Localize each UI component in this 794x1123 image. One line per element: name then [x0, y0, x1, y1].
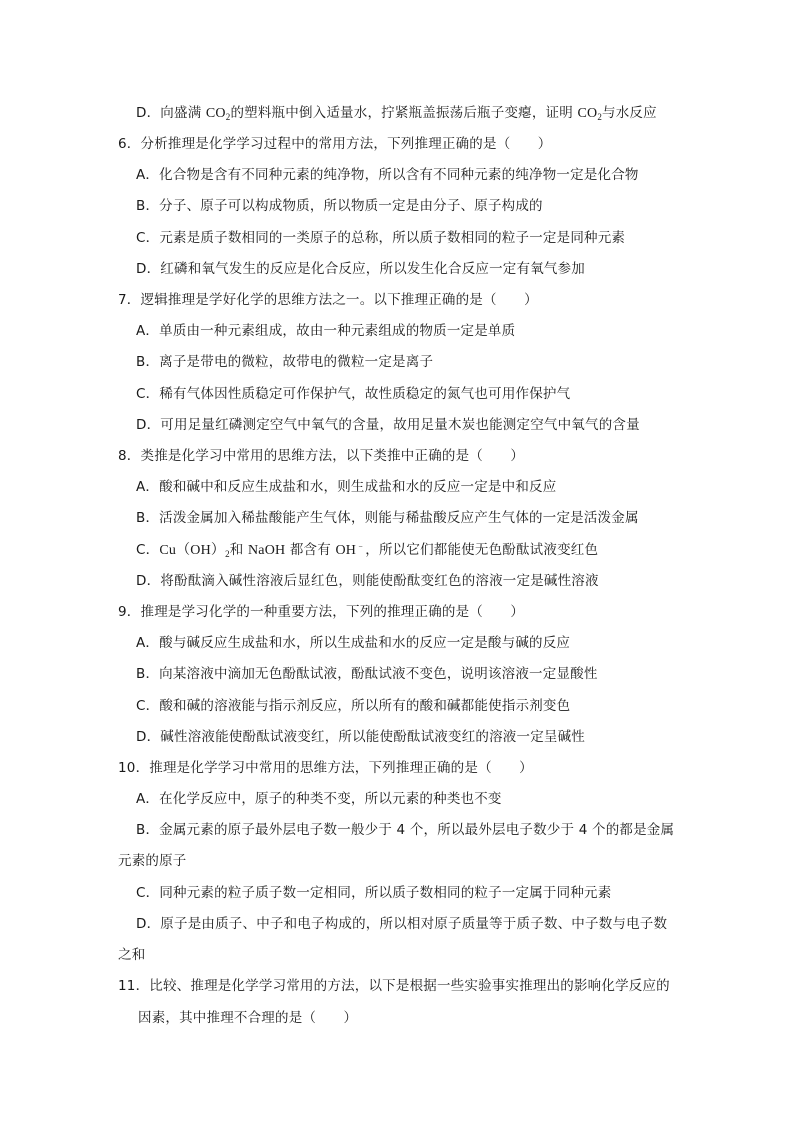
copper-hydroxide-base: Cu（OH）: [159, 543, 226, 558]
co2-formula: [206, 106, 231, 121]
copper-hydroxide-formula: [159, 543, 229, 558]
q8-stem: 8．类推是化学习中常用的思维方法，以下类推中正确的是（ ）: [118, 448, 525, 464]
co2-base: CO: [205, 106, 226, 121]
q7-option-d: D．可用足量红磷测定空气中氧气的含量，故用足量木炭也能测定空气中氧气的含量: [136, 417, 640, 433]
q10-option-a: A．在化学反应中，原子的种类不变，所以元素的种类也不变: [136, 791, 502, 807]
co2-base: CO: [577, 106, 598, 121]
q9-stem: 9．推理是学习化学的一种重要方法，下列的推理正确的是（ ）: [118, 604, 525, 620]
q10-option-b-line2: 元素的原子: [118, 853, 187, 869]
copper-hydroxide-subscript: 2: [225, 549, 230, 559]
q5-option-d-text-3: 与水反应: [602, 105, 657, 121]
q6-option-c: C．元素是质子数相同的一类原子的总称，所以质子数相同的粒子一定是同种元素: [136, 230, 626, 246]
q8-option-c-label: C．: [136, 542, 160, 558]
q7-option-c: C．稀有气体因性质稳定可作保护气，故性质稳定的氮气也可用作保护气: [136, 386, 571, 402]
hydroxide-base: OH: [335, 543, 357, 558]
hydroxide-ion-formula: [335, 543, 365, 558]
q10-stem: 10．推理是化学学习中常用的思维方法，下列推理正确的是（ ）: [118, 760, 533, 776]
q6-stem: 6．分析推理是化学学习过程中的常用方法，下列推理正确的是（ ）: [118, 136, 552, 152]
q10-option-d-line2: 之和: [118, 947, 146, 963]
q7-option-a: A．单质由一种元素组成，故由一种元素组成的物质一定是单质: [136, 323, 516, 339]
q8-option-c: [136, 540, 598, 561]
co2-subscript: 2: [225, 112, 231, 122]
co2-subscript: 2: [597, 112, 603, 122]
hydroxide-charge: ﹣: [356, 541, 366, 551]
q10-option-b-line1: B．金属元素的原子最外层电子数一般少于 4 个，所以最外层电子数少于 4 个的都是金属: [136, 822, 675, 838]
q7-option-b: B．离子是带电的微粒，故带电的微粒一定是离子: [136, 354, 434, 370]
naoh-formula: NaOH: [248, 543, 286, 558]
q10-option-c: C．同种元素的粒子质子数一定相同，所以质子数相同的粒子一定属于同种元素: [136, 885, 612, 901]
q8-option-a: A．酸和碱中和反应生成盐和水，则生成盐和水的反应一定是中和反应: [136, 479, 557, 495]
q11-stem-line2: 因素，其中推理不合理的是（ ）: [138, 1010, 358, 1026]
q9-option-d: D．碱性溶液能使酚酞试液变红，所以能使酚酞试液变红的溶液一定呈碱性: [136, 729, 585, 745]
q8-option-c-text-2: 和: [229, 542, 248, 558]
q5-option-d-text-2: 的塑料瓶中倒入适量水，拧紧瓶盖振荡后瓶子变瘪，证明: [230, 105, 578, 121]
q8-option-c-text-3: 都含有: [285, 542, 336, 558]
q11-stem-line1: 11．比较、推理是化学学习常用的方法，以下是根据一些实验事实推理出的影响化学反应的: [118, 978, 670, 994]
q9-option-b: B．向某溶液中滴加无色酚酞试液，酚酞试液不变色，说明该溶液一定显酸性: [136, 666, 598, 682]
q6-option-b: B．分子、原子可以构成物质，所以物质一定是由分子、原子构成的: [136, 198, 543, 214]
q8-option-d: D．将酚酞滴入碱性溶液后显红色，则能使酚酞变红色的溶液一定是碱性溶液: [136, 573, 599, 589]
q9-option-a: A．酸与碱反应生成盐和水，所以生成盐和水的反应一定是酸与碱的反应: [136, 635, 571, 651]
q9-option-c: C．酸和碱的溶液能与指示剂反应，所以所有的酸和碱都能使指示剂变色: [136, 698, 571, 714]
q6-option-d: D．红磷和氧气发生的反应是化合反应，所以发生化合反应一定有氧气参加: [136, 261, 585, 277]
co2-formula: [577, 106, 602, 121]
q8-option-b: B．活泼金属加入稀盐酸能产生气体，则能与稀盐酸反应产生气体的一定是活泼金属: [136, 510, 639, 526]
q6-option-a: A．化合物是含有不同种元素的纯净物，所以含有不同种元素的纯净物一定是化合物: [136, 167, 639, 183]
q8-option-c-text-4: ，所以它们都能使无色酚酞试液变红色: [365, 542, 599, 558]
q10-option-d-line1: D．原子是由质子、中子和电子构成的，所以相对原子质量等于质子数、中子数与电子数: [136, 916, 668, 932]
q5-option-d: [136, 103, 657, 124]
q5-option-d-text-1: D．向盛满: [136, 105, 206, 121]
q7-stem: 7．逻辑推理是学好化学的思维方法之一。以下推理正确的是（ ）: [118, 292, 538, 308]
